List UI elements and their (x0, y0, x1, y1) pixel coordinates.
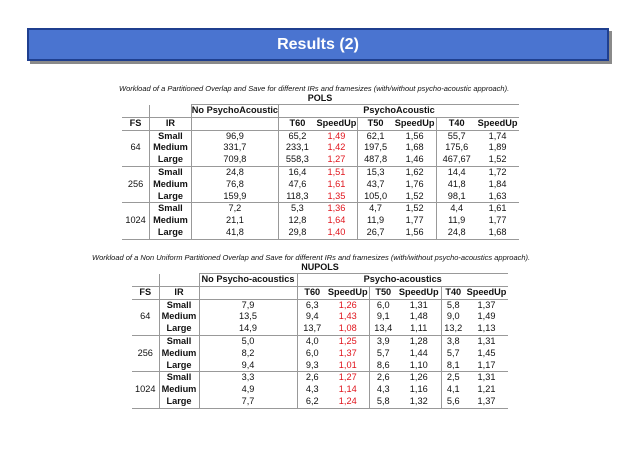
ir-header: IR (150, 117, 192, 130)
speedup-t40-value: 1,77 (488, 215, 507, 226)
t40-value: 4,1 (446, 384, 460, 395)
speedup-t50-value: 1,48 (397, 311, 441, 323)
t60-value: 233,1 (285, 142, 309, 153)
table-row (132, 299, 508, 311)
t40-value: 14,4 (447, 166, 466, 177)
ir-cell: Large (150, 154, 192, 166)
speedup-t50-value: 1,44 (397, 348, 441, 360)
t50-value: 8,6 (369, 360, 397, 372)
no-psycho-value: 24,8 (191, 166, 278, 178)
speedup-t60-value: 1,08 (327, 323, 369, 335)
ir-cell: Medium (150, 179, 192, 191)
speedup-t60-value: 1,14 (327, 384, 369, 396)
speedup-t60-value: 1,01 (327, 360, 369, 372)
speedup-t60-value: 1,24 (327, 396, 369, 408)
speedup-t60-value: 1,27 (316, 154, 358, 166)
t50-value: 13,4 (369, 323, 397, 335)
t60-value: 9,4 (305, 311, 319, 322)
t60-header: T60 (279, 117, 316, 130)
t40-value: 9,0 (446, 311, 460, 322)
ir-header: IR (159, 286, 199, 299)
no-psycho-value: 96,9 (191, 130, 278, 142)
speedup-t50-value: 1,10 (397, 360, 441, 372)
speedup-t50-value: 1,32 (397, 396, 441, 408)
speedup-t50-value: 1,76 (393, 179, 437, 191)
t60-value: 2,6 (305, 372, 319, 383)
t60-value: 558,3 (279, 154, 316, 166)
ir-cell: Small (150, 130, 192, 142)
speedup-t40-value: 1,74 (488, 130, 507, 141)
t50-value: 2,6 (376, 372, 390, 383)
t60-value: 6,0 (305, 347, 319, 358)
no-psycho-value: 7,9 (199, 299, 297, 311)
speedup-t60-value: 1,51 (316, 166, 358, 178)
table-row (122, 179, 519, 191)
t40-value: 11,9 (448, 215, 466, 226)
ir-cell: Large (150, 191, 192, 203)
t60-value: 9,3 (297, 360, 327, 372)
t40-value: 98,1 (437, 191, 476, 203)
t40-value: 4,4 (450, 203, 464, 214)
speedup-t40-value: 1,72 (488, 166, 507, 177)
t40-value: 8,1 (441, 360, 465, 372)
t50-value: 105,0 (358, 191, 393, 203)
t40-value: 55,7 (447, 130, 466, 141)
no-psycho-value: 7,7 (199, 396, 297, 408)
fs-header: FS (132, 286, 159, 299)
t60-value: 4,3 (305, 384, 319, 395)
t50-value: 5,8 (369, 396, 397, 408)
ir-cell: Small (150, 166, 192, 178)
speedup-t40-value: 1,21 (477, 384, 496, 395)
t60-value: 6,3 (305, 299, 319, 310)
speedup-t40-value: 1,49 (477, 311, 496, 322)
speedup-t40-value: 1,45 (477, 347, 496, 358)
speedup-t40-value: 1,13 (465, 323, 508, 335)
speedup-t50-value: 1,26 (397, 372, 441, 384)
t50-value: 3,9 (376, 335, 390, 346)
table-row (132, 335, 508, 347)
t60-value: 13,7 (297, 323, 327, 335)
speedup-header: SpeedUp (327, 286, 369, 299)
table-row (132, 348, 508, 360)
ir-cell: Large (159, 396, 199, 408)
table-row (122, 227, 519, 239)
speedup-t50-value: 1,16 (397, 384, 441, 396)
ir-cell: Large (159, 360, 199, 372)
t40-header: T40 (437, 117, 476, 130)
no-psycho-value: 7,2 (191, 203, 278, 215)
speedup-t40-value: 1,84 (488, 178, 507, 189)
speedup-t50-value: 1,46 (393, 154, 437, 166)
table-row (122, 130, 519, 142)
speedup-t60-value: 1,64 (316, 215, 358, 227)
speedup-t50-value: 1,56 (393, 130, 437, 142)
t60-value: 6,2 (297, 396, 327, 408)
no-psycho-value: 13,5 (199, 311, 297, 323)
speedup-t40-value: 1,63 (476, 191, 519, 203)
speedup-t50-value: 1,11 (397, 323, 441, 335)
ir-cell: Small (150, 203, 192, 215)
ir-cell: Small (159, 299, 199, 311)
table-row (122, 142, 519, 154)
ir-cell: Medium (159, 348, 199, 360)
no-psycho-value: 41,8 (191, 227, 278, 239)
t60-value: 16,4 (288, 166, 307, 177)
no-psycho-value: 76,8 (191, 179, 278, 191)
speedup-t60-value: 1,26 (327, 299, 369, 311)
title-banner (27, 28, 609, 61)
speedup-t60-value: 1,40 (316, 227, 358, 239)
table-row (122, 215, 519, 227)
speedup-t60-value: 1,49 (316, 130, 358, 142)
speedup-t40-value: 1,37 (465, 396, 508, 408)
speedup-t50-value: 1,52 (393, 191, 437, 203)
speedup-t50-value: 1,28 (397, 335, 441, 347)
t50-value: 26,7 (358, 227, 393, 239)
t50-value: 5,7 (376, 347, 390, 358)
t60-value: 4,0 (305, 335, 319, 346)
speedup-t40-value: 1,61 (488, 203, 507, 214)
speedup-header: SpeedUp (476, 117, 519, 130)
ir-cell: Medium (150, 215, 192, 227)
fs-cell: 64 (122, 130, 150, 166)
fs-cell: 1024 (122, 203, 150, 239)
t60-value: 118,3 (279, 191, 316, 203)
fs-cell: 256 (132, 335, 159, 371)
table-row (122, 154, 519, 166)
speedup-t60-value: 1,42 (316, 142, 358, 154)
t50-value: 4,3 (376, 384, 390, 395)
ir-cell: Large (150, 227, 192, 239)
nupols-table-name: NUPOLS (301, 262, 339, 272)
no-psycho-value: 331,7 (191, 142, 278, 154)
table-row (122, 191, 519, 203)
t40-value: 2,5 (446, 372, 460, 383)
slide-title: Results (2) (277, 35, 359, 53)
speedup-t60-value: 1,37 (327, 348, 369, 360)
ir-cell: Medium (150, 142, 192, 154)
speedup-t60-value: 1,25 (327, 335, 369, 347)
fs-cell: 64 (132, 299, 159, 335)
speedup-t40-value: 1,17 (465, 360, 508, 372)
t50-value: 6,0 (376, 299, 390, 310)
table-row (122, 203, 519, 215)
speedup-t60-value: 1,43 (327, 311, 369, 323)
speedup-t40-value: 1,68 (476, 227, 519, 239)
speedup-t60-value: 1,27 (327, 372, 369, 384)
table-row (132, 311, 508, 323)
t40-value: 3,8 (446, 335, 460, 346)
fs-cell: 1024 (132, 372, 159, 408)
speedup-t60-value: 1,36 (316, 203, 358, 215)
ir-cell: Large (159, 323, 199, 335)
no-psycho-value: 4,9 (199, 384, 297, 396)
speedup-t60-value: 1,61 (316, 179, 358, 191)
t40-header: T40 (441, 286, 465, 299)
t50-value: 487,8 (358, 154, 393, 166)
t40-value: 5,6 (441, 396, 465, 408)
no-psycho-header: No PsychoAcoustic (191, 105, 278, 118)
t60-value: 29,8 (279, 227, 316, 239)
t50-value: 197,5 (364, 142, 388, 153)
fs-header: FS (122, 117, 150, 130)
t60-value: 47,6 (288, 178, 307, 189)
speedup-t40-value: 1,31 (477, 335, 496, 346)
ir-cell: Small (159, 335, 199, 347)
t60-header: T60 (297, 286, 327, 299)
speedup-header: SpeedUp (465, 286, 508, 299)
no-psycho-value: 5,0 (199, 335, 297, 347)
no-psycho-value: 159,9 (191, 191, 278, 203)
t60-value: 12,8 (288, 215, 307, 226)
speedup-header: SpeedUp (316, 117, 358, 130)
psycho-header: Psycho-acoustics (297, 274, 508, 287)
table-row (132, 360, 508, 372)
no-psycho-value: 9,4 (199, 360, 297, 372)
table-row (132, 323, 508, 335)
t40-value: 5,7 (446, 347, 460, 358)
t50-value: 11,9 (366, 215, 385, 226)
t50-value: 9,1 (376, 311, 390, 322)
pols-table (122, 104, 519, 240)
pols-caption: Workload of a Partitioned Overlap and Save for different IRs and framesizes (with/without psycho-acoustic approach). (119, 84, 510, 93)
speedup-t50-value: 1,77 (393, 215, 437, 227)
no-psycho-value: 21,1 (191, 215, 278, 227)
table-row (122, 166, 519, 178)
t50-value: 4,7 (369, 203, 382, 214)
no-psycho-value: 8,2 (199, 348, 297, 360)
t50-value: 15,3 (366, 166, 385, 177)
speedup-t50-value: 1,62 (393, 166, 437, 178)
t60-value: 65,2 (288, 130, 307, 141)
speedup-t50-value: 1,68 (393, 142, 437, 154)
t40-value: 467,67 (437, 154, 476, 166)
ir-cell: Small (159, 372, 199, 384)
ir-cell: Medium (159, 384, 199, 396)
table-row (132, 372, 508, 384)
table-row (132, 384, 508, 396)
speedup-t40-value: 1,37 (477, 299, 496, 310)
t40-value: 13,2 (441, 323, 465, 335)
fs-cell: 256 (122, 166, 150, 202)
t60-value: 5,3 (291, 203, 304, 214)
table-row (132, 396, 508, 408)
no-psycho-value: 709,8 (191, 154, 278, 166)
t50-header: T50 (369, 286, 397, 299)
speedup-header: SpeedUp (397, 286, 441, 299)
nupols-caption: Workload of a Non Uniform Partitioned Overlap and Save for different IRs and framesizes (with/without psycho-acoustics approach). (92, 253, 531, 262)
pols-table-name: POLS (307, 93, 333, 103)
t40-value: 41,8 (447, 178, 466, 189)
speedup-t50-value: 1,52 (393, 203, 437, 215)
t50-value: 62,1 (366, 130, 385, 141)
speedup-t50-value: 1,31 (397, 299, 441, 311)
no-psycho-value: 14,9 (199, 323, 297, 335)
speedup-t40-value: 1,52 (476, 154, 519, 166)
speedup-t50-value: 1,56 (393, 227, 437, 239)
speedup-header: SpeedUp (393, 117, 437, 130)
speedup-t40-value: 1,31 (477, 372, 496, 383)
ir-cell: Medium (159, 311, 199, 323)
nupols-table (132, 273, 508, 409)
no-psycho-header: No Psycho-acoustics (199, 274, 297, 287)
t40-value: 175,6 (445, 142, 469, 153)
t40-value: 24,8 (437, 227, 476, 239)
t50-value: 43,7 (366, 178, 385, 189)
no-psycho-value: 3,3 (199, 372, 297, 384)
speedup-t40-value: 1,89 (488, 142, 507, 153)
psycho-header: PsychoAcoustic (279, 105, 519, 118)
t40-value: 5,8 (446, 299, 460, 310)
speedup-t60-value: 1,35 (316, 191, 358, 203)
t50-header: T50 (358, 117, 393, 130)
